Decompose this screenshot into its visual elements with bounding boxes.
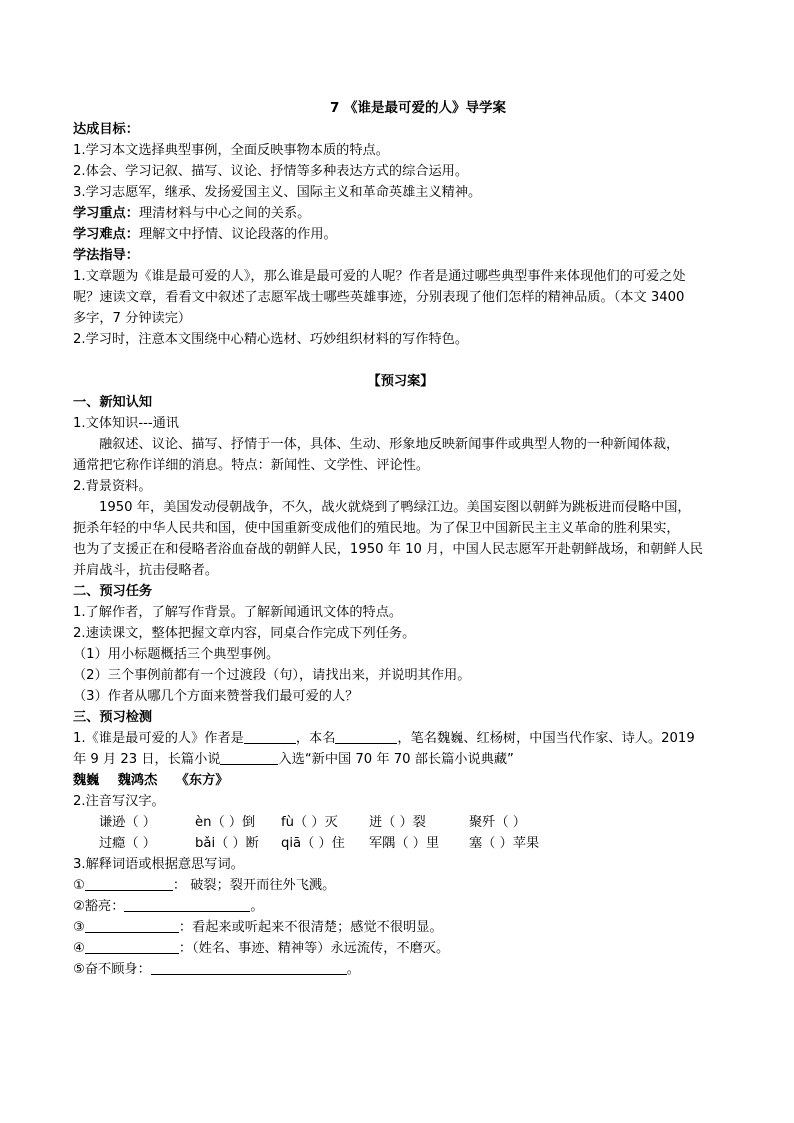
method-item2: 2.学习时，注意本文围绕中心精心选材、巧妙组织材料的写作特色。 <box>73 332 469 347</box>
preview-heading: 【预习案】 <box>367 374 434 389</box>
pinyin-item[interactable]: 迸（ ）裂 <box>369 815 426 830</box>
difficulty-text: 理解文中抒情、议论段落的作用。 <box>138 227 337 242</box>
question-1-answer: 魏巍 魏鸿杰 《东方》 <box>73 773 229 788</box>
method-item1-line: 多字，7 分钟读完） <box>73 311 192 326</box>
question-1-line2: 年 9 月 23 日，长篇小说 入选“新中国 70 年 70 部长篇小说典藏” <box>73 752 514 767</box>
question-3: 3.解释词语或根据意思写词。 <box>73 857 244 872</box>
goal-item: 3.学习志愿军，继承、发扬爱国主义、国际主义和革命英雄主义精神。 <box>73 185 482 200</box>
method-item1-line: 呢？速读文章，看看文中叙述了志愿军战士哪些英雄事迹，分别表现了他们怎样的精神品质。（本文 3400 <box>73 290 685 305</box>
author-blank[interactable] <box>244 729 296 744</box>
task-item: （3）作者从哪几个方面来赞誉我们最可爱的人？ <box>73 689 359 704</box>
pinyin-item[interactable]: 军隅（ ）里 <box>369 836 440 851</box>
pinyin-item[interactable]: bǎi（ ）断 <box>195 836 259 851</box>
novel-blank[interactable] <box>220 750 278 765</box>
goal-item: 1.学习本文选择典型事例，全面反映事物本质的特点。 <box>73 143 389 158</box>
genre-paragraph-line: 通常把它称作详细的消息。特点：新闻性、文学性、评论性。 <box>73 458 430 473</box>
pinyin-row <box>73 833 728 854</box>
pinyin-item[interactable]: 塞（ ）苹果 <box>469 836 540 851</box>
vocab-item-2: ②豁亮： 。 <box>73 899 264 914</box>
section3-heading: 三、预习检测 <box>73 710 153 725</box>
real-name-blank[interactable] <box>335 729 397 744</box>
pinyin-item[interactable]: 过瘾（ ） <box>99 836 156 851</box>
background-paragraph-line: 并肩战斗，抗击侵略者。 <box>73 563 219 578</box>
task-item: （2）三个事例前都有一个过渡段（句），请找出来，并说明其作用。 <box>73 668 471 683</box>
key-point-text: 理清材料与中心之间的关系。 <box>138 206 311 221</box>
pinyin-item[interactable]: qiā（ ）住 <box>281 836 345 851</box>
section1-sub2: 2.背景资料。 <box>73 479 152 494</box>
key-point <box>73 203 728 224</box>
key-point-label: 学习重点： <box>73 206 139 221</box>
pinyin-row <box>73 812 728 833</box>
page-title: 7 《谁是最可爱的人》导学案 <box>329 100 507 116</box>
question-1-line1: 1.《谁是最可爱的人》作者是 ，本名 ，笔名魏巍、红杨树，中国当代作家、诗人。2019 <box>73 731 695 746</box>
task-item: 1.了解作者，了解写作背景。了解新闻通讯文体的特点。 <box>73 605 403 620</box>
background-paragraph-line: 扼杀年轻的中华人民共和国，使中国重新变成他们的殖民地。为了保卫中国新民主主义革命的胜利果实， <box>73 521 680 536</box>
vocab-item-4: ④ ：（姓名、事迹、精神等）永远流传，不磨灭。 <box>73 941 450 956</box>
background-paragraph-line: 1950 年，美国发动侵朝战争，不久，战火就烧到了鸭绿江边。美国妄图以朝鲜为跳板进而侵略中国， <box>99 500 691 515</box>
vocab-blank-4[interactable] <box>85 939 179 954</box>
task-item: （1）用小标题概括三个典型事例。 <box>73 647 280 662</box>
section1-sub1: 1.文体知识---通讯 <box>73 416 179 431</box>
vocab-blank-3[interactable] <box>85 918 179 933</box>
method-item1-line: 1.文章题为《谁是最可爱的人》，那么谁是最可爱的人呢？作者是通过哪些典型事件来体现他们的可爱之处 <box>73 269 686 284</box>
question-2: 2.注音写汉字。 <box>73 794 165 809</box>
method-heading: 学法指导： <box>73 248 139 263</box>
pinyin-item[interactable]: èn（ ）倒 <box>195 815 256 830</box>
pinyin-item[interactable]: 聚歼（ ） <box>469 815 526 830</box>
goals-heading: 达成目标： <box>73 122 139 137</box>
background-paragraph-line: 也为了支援正在和侵略者浴血奋战的朝鲜人民，1950 年 10 月，中国人民志愿军开赴朝鲜战场，和朝鲜人民 <box>73 542 703 557</box>
vocab-item-5: ⑤奋不顾身： 。 <box>73 962 360 977</box>
section2-heading: 二、预习任务 <box>73 584 153 599</box>
difficulty-label: 学习难点： <box>73 227 139 242</box>
pinyin-item[interactable]: fù（ ）灭 <box>281 815 338 830</box>
section1-heading: 一、新知认知 <box>73 395 153 410</box>
vocab-item-1: ① ： 破裂；裂开而往外飞溅。 <box>73 878 336 893</box>
genre-paragraph-line: 融叙述、议论、描写、抒情于一体，具体、生动、形象地反映新闻事件或典型人物的一种新闻体裁， <box>99 437 680 452</box>
vocab-blank-5[interactable] <box>151 960 347 975</box>
vocab-blank-1[interactable] <box>85 876 173 891</box>
task-item: 2.速读课文，整体把握文章内容，同桌合作完成下列任务。 <box>73 626 416 641</box>
document-page <box>73 98 728 980</box>
goal-item: 2.体会、学习记叙、描写、议论、抒情等多种表达方式的综合运用。 <box>73 164 469 179</box>
pinyin-item[interactable]: 谦逊（ ） <box>99 815 156 830</box>
difficulty <box>73 224 728 245</box>
vocab-item-3: ③ ：看起来或听起来不很清楚；感觉不很明显。 <box>73 920 443 935</box>
vocab-blank-2[interactable] <box>124 897 250 912</box>
